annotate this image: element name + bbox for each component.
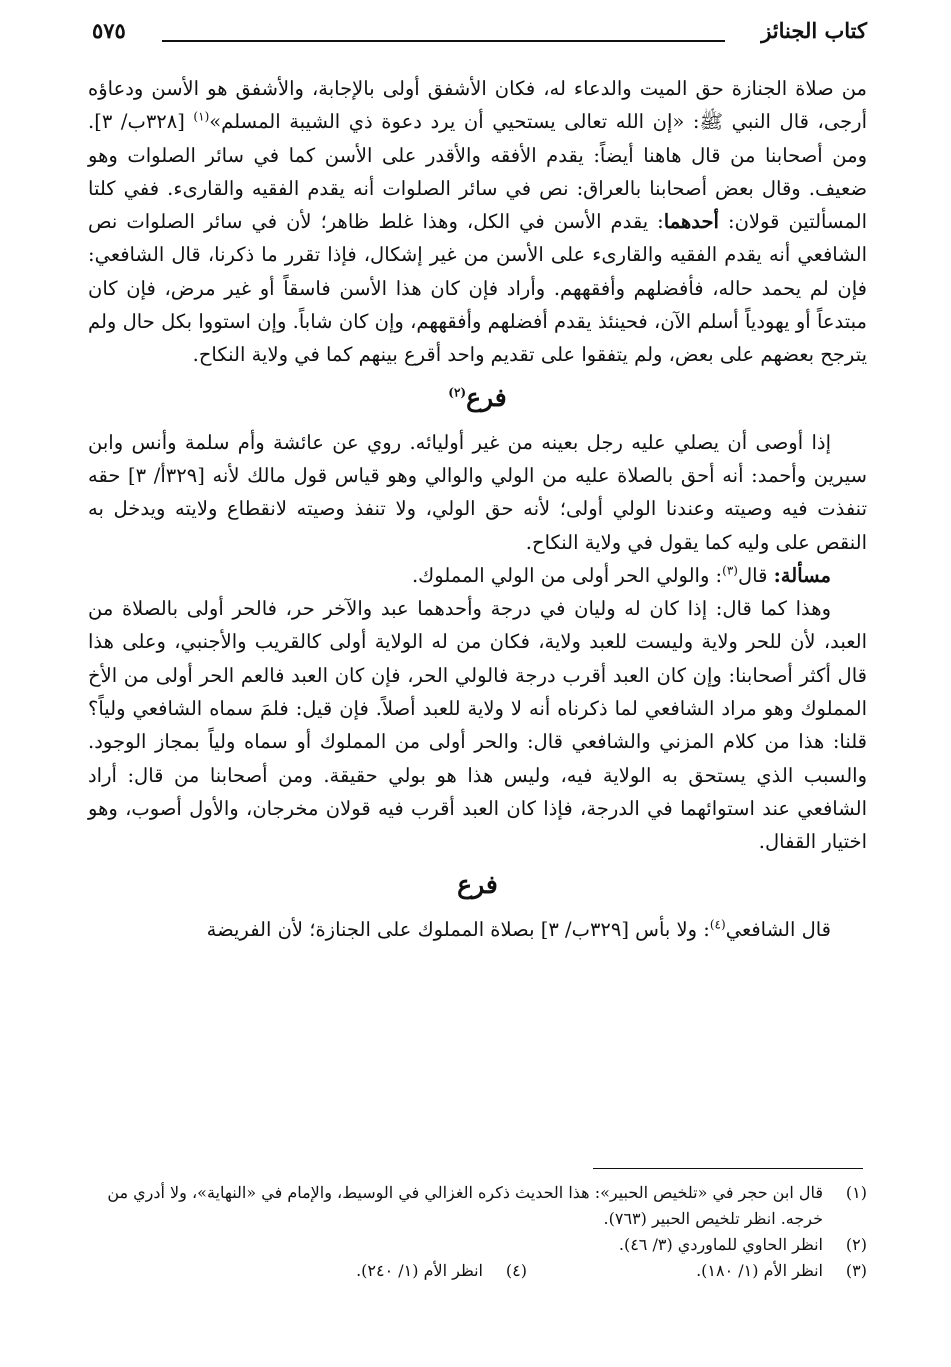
footnote-rule <box>593 1168 863 1169</box>
footnote-row <box>88 1258 867 1284</box>
footnote-ref-4: (٤) <box>709 917 726 932</box>
page-number: ٥٧٥ <box>92 18 126 43</box>
bold-term: أحدهما <box>663 210 719 234</box>
section-heading-1: فرع$^{(٢)}$ <box>448 382 507 412</box>
footnote-3: (٣) انظر الأم (١/ ١٨٠). <box>696 1261 867 1280</box>
footnote-ref-1: (١) <box>193 109 210 124</box>
chapter-title: كتاب الجنائز <box>761 18 867 43</box>
manuscript-ref: [٣٢٩أ/ ٣] <box>128 463 205 487</box>
main-text <box>88 72 867 946</box>
paragraph-3: وهذا كما قال: إذا كان له وليان في درجة وأحدهما عبد والآخر حر، فالحر أولى بالصلاة من العبد، لأن للحر ولاية وليست للعبد ولاية، فكان من له الولاية أولى كالقريب والأجنبي، وعلى هذا قال أكثر أصحابنا: وإن كان العبد أقرب درجة فالولي الحر، فإن كان العبد فالعم الحر أولى من الأخ المملوك وهو مراد الشافعي لما ذكرناه أنه لا ولاية للعبد أصلاً. فإن قيل: فلمَ سماه الشافعي ولياً؟ قلنا: هذا من كلام المزني والشافعي قال: والحر أولى من المملوك أو سماه ولياً بمجاز الوجود. والسبب الذي يستحق به الولاية فيه، وليس هذا هو بولي حقيقة. ومن أصحابنا من قال: أراد الشافعي عند استوائهما في الدرجة، فإذا كان العبد أقرب فيه قولان مخرجان، والأول أصوب، وهو اختيار القفال. <box>88 597 867 854</box>
footnotes <box>88 1180 867 1284</box>
footnote-ref-2: (٢) <box>448 385 467 400</box>
footnote-2: (٢) انظر الحاوي للماوردي (٣/ ٤٦). <box>618 1235 867 1254</box>
header-rule <box>162 40 725 42</box>
section-heading-2: فرع <box>457 869 498 899</box>
manuscript-ref: [٣٢٨ب/ ٣] <box>94 110 185 134</box>
footnote-ref-3: (٣) <box>722 563 738 578</box>
footnote-4: (٤) انظر الأم (١/ ٢٤٠). <box>356 1261 527 1280</box>
paragraph-1: من صلاة الجنازة حق الميت والدعاء له، فكان الأشفق أولى بالإجابة، والأشفق هو الأسن ودعاؤه أرجى، قال النبي ﷺ: «إن الله تعالى يستحيي أن يرد دعوة ذي الشيبة المسلم»$^{(١)}$ [٣٢٨ب/ ٣]. ومن أصحابنا من قال هاهنا أيضاً: يقدم الأفقه والأقدر على الأسن كما في سائر الصلوات وهو ضعيف. وقال بعض أصحابنا بالعراق: نص في سائر الصلوات أنه يقدم الفقيه والقارىء. ففي كلتا المسألتين قولان: أحدهما: يقدم الأسن في الكل، وهذا غلط ظاهر؛ لأن في سائر الصلوات نص الشافعي أنه يقدم الفقيه والقارىء على الأسن من غير إشكال، فإذا تقرر ما ذكرنا، قال الشافعي: فإن لم يحمد حاله، فأفضلهم وأفقههم. وأراد فإن كان هذا الأسن فاسقاً أو غير مرض، فإن كان مبتدعاً أو يهودياً أسلم الآن، فحينئذ يقدم أفضلهم وأفقههم، وإن كان شاباً. وإن استووا بكل حال ولم يترجح بعضهم على بعض، ولم يتفقوا على تقديم واحد أقرع بينهم كما في ولاية النكاح. <box>88 77 867 367</box>
paragraph-4: قال الشافعي$^{(٤)}$: ولا بأس [٣٢٩ب/ ٣] بصلاة المملوك على الجنازة؛ لأن الفريضة <box>206 917 831 941</box>
footnote-1: (١) قال ابن حجر في «تلخيص الحبير»: هذا الحديث ذكره الغزالي في الوسيط، والإمام في «النهاية»، ولا أدري من خرجه. انظر تلخيص الحبير (٧٦٣). <box>107 1183 867 1228</box>
masala-label: مسألة: <box>773 563 831 587</box>
manuscript-ref: [٣٢٩ب/ ٣] <box>540 917 629 941</box>
running-header <box>92 18 867 58</box>
masala-line: مسألة: قال$^{(٣)}$: والولي الحر أولى من الولي المملوك. <box>411 563 831 587</box>
paragraph-2: إذا أوصى أن يصلي عليه رجل بعينه من غير أوليائه. روي عن عائشة وأم سلمة وأنس وابن سيرين وأحمد: أنه أحق بالصلاة عليه من الولي والوالي وهو قياس قول مالك لأنه [٣٢٩أ/ ٣] حقه تنفذت فيه وصيته وعندنا الولي أولى؛ لأنه حق الولي، ولا تنفذ وصيته لانقطاع ولايته ويدخل به النقص على وليه كما يقول في ولاية النكاح. <box>88 430 868 554</box>
